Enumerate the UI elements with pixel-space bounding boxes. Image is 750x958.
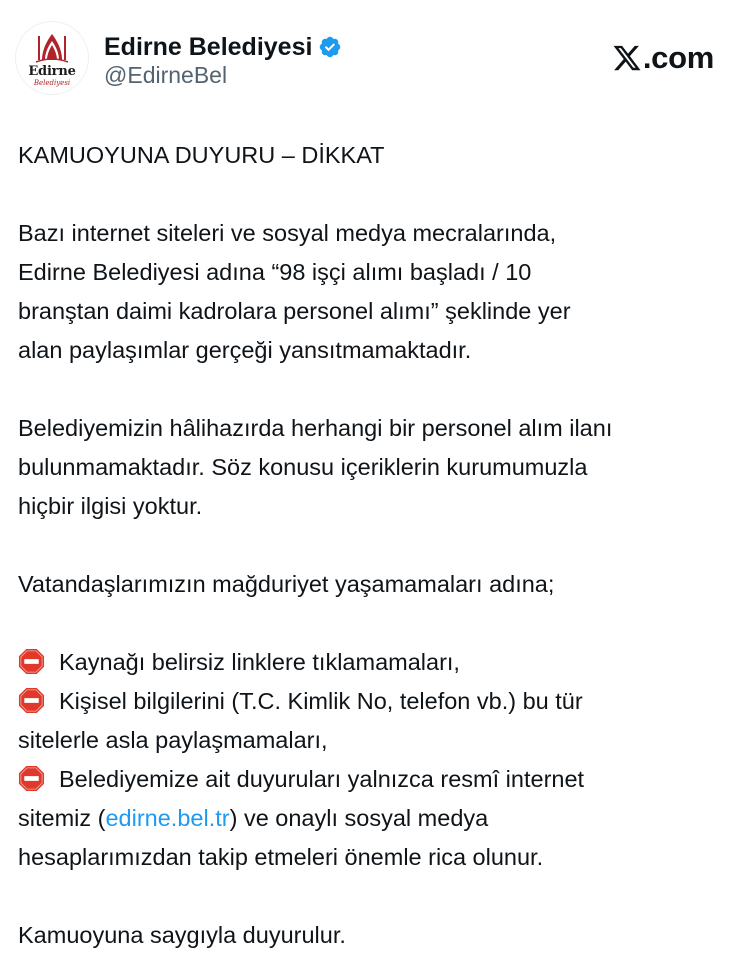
verified-badge-icon (318, 35, 342, 59)
list-item (18, 760, 738, 799)
text-segment: sitemiz ( (18, 805, 106, 831)
stop-sign-icon (18, 648, 45, 675)
text-line: Bazı internet siteleri ve sosyal medya mecralarında, (18, 220, 557, 246)
text-line: hiçbir ilgisi yoktur. (18, 493, 203, 519)
bullet-text-continued (18, 799, 738, 838)
text-line: Edirne Belediyesi adına “98 işçi alımı başladı / 10 (18, 259, 532, 285)
text-line: bulunmamaktadır. Söz konusu içeriklerin kurumumuzla (18, 454, 588, 480)
paragraph-2 (18, 409, 738, 526)
stop-sign-icon (18, 687, 45, 714)
post-title: KAMUOYUNA DUYURU – DİKKAT (18, 142, 385, 168)
bullet-text: Kişisel bilgilerini (T.C. Kimlik No, telefon vb.) bu tür (59, 688, 583, 714)
bullet-list (18, 643, 738, 877)
display-name[interactable]: Edirne Belediyesi (104, 32, 313, 61)
stop-sign-icon (18, 765, 45, 792)
bullet-text: Belediyemize ait duyuruları yalnızca resmî internet (59, 766, 585, 792)
author-name-row (104, 31, 342, 63)
bullet-text: Kaynağı belirsiz linklere tıklamamaları, (59, 649, 460, 675)
paragraph-1 (18, 214, 738, 370)
post-header (0, 0, 750, 110)
paragraph-3: Vatandaşlarımızın mağduriyet yaşamamaları adına; (18, 571, 555, 597)
website-link[interactable]: edirne.bel.tr (105, 805, 230, 831)
bullet-text-continued: hesaplarımızdan takip etmeleri önemle rica olunur. (18, 844, 544, 870)
text-line: branştan daimi kadrolara personel alımı” şeklinde yer (18, 298, 571, 324)
author-handle[interactable]: @EdirneBel (104, 62, 228, 88)
bullet-text-continued: sitelerle asla paylaşmamaları, (18, 727, 328, 753)
text-line: alan paylaşımlar gerçeği yansıtmamaktadır. (18, 337, 472, 363)
avatar[interactable] (16, 22, 88, 94)
text-line: Belediyemizin hâlihazırda herhangi bir personel alım ilanı (18, 415, 613, 441)
x-logo-icon (612, 43, 642, 73)
avatar-wordmark: Edirne (28, 64, 76, 79)
list-item (18, 643, 738, 682)
text-segment: ) ve onaylı sosyal medya (229, 805, 489, 831)
x-com-logo (612, 40, 714, 76)
closing-line: Kamuoyuna saygıyla duyurulur. (18, 922, 346, 948)
list-item (18, 682, 738, 721)
avatar-subtitle: Belediyesi (33, 79, 71, 87)
source-label: .com (642, 40, 714, 75)
post-body (18, 136, 738, 955)
